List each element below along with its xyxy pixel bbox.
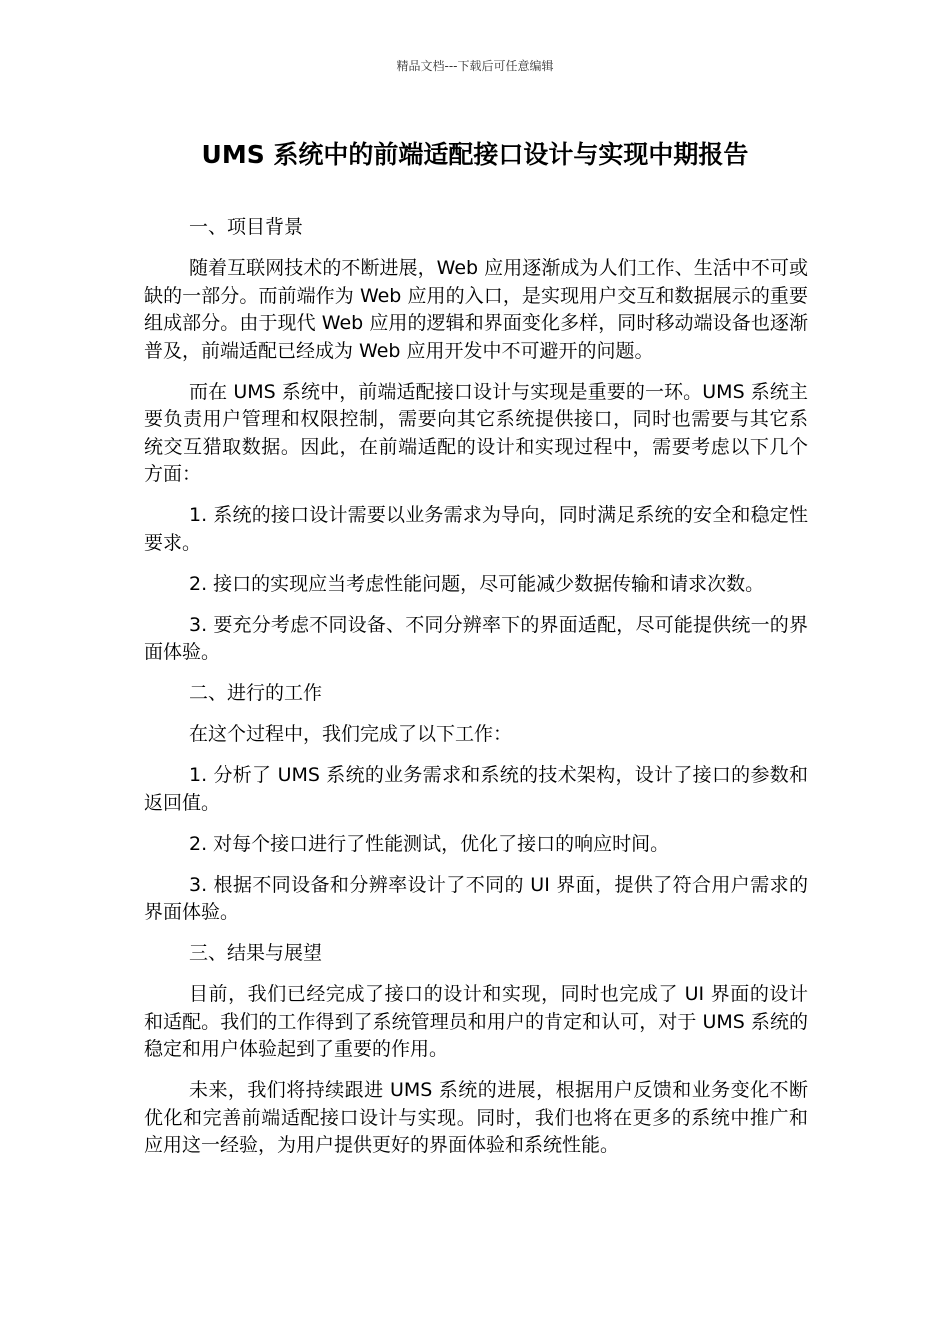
list-item: 3. 根据不同设备和分辨率设计了不同的 UI 界面，提供了符合用户需求的界面体验。	[144, 873, 808, 923]
paragraph: 随着互联网技术的不断进展，Web 应用逐渐成为人们工作、生活中不可或缺的一部分。而前端作为 Web 应用的入口，是实现用户交互和数据展示的重要组成部分。由于现代 Web 应用的逻辑和界面变化多样，同时移动端设备也逐渐普及，前端适配已经成为 Web 应用开发中不可避开的问题。	[144, 257, 808, 362]
paragraph: 在这个过程中，我们完成了以下工作：	[189, 723, 513, 745]
paragraph: 而在 UMS 系统中，前端适配接口设计与实现是重要的一环。UMS 系统主要负责用户管理和权限控制，需要向其它系统提供接口，同时也需要与其它系统交互猎取数据。因此，在前端适配的设计和实现过程中，需要考虑以下几个方面：	[144, 380, 808, 485]
paragraph: 未来，我们将持续跟进 UMS 系统的进展，根据用户反馈和业务变化不断优化和完善前端适配接口设计与实现。同时，我们也将在更多的系统中推广和应用这一经验，为用户提供更好的界面体验和系统性能。	[144, 1079, 808, 1156]
document-body	[144, 214, 808, 1173]
section-heading-results: 三、结果与展望	[189, 942, 323, 964]
section-heading-background: 一、项目背景	[189, 216, 304, 238]
list-item: 1. 系统的接口设计需要以业务需求为导向，同时满足系统的安全和稳定性要求。	[144, 504, 808, 554]
header-watermark: 精品文档---下载后可任意编辑	[396, 59, 554, 73]
document-title: UMS 系统中的前端适配接口设计与实现中期报告	[201, 140, 749, 169]
list-item: 3. 要充分考虑不同设备、不同分辨率下的界面适配，尽可能提供统一的界面体验。	[144, 613, 808, 663]
list-item: 1. 分析了 UMS 系统的业务需求和系统的技术架构，设计了接口的参数和返回值。	[144, 764, 808, 814]
section-heading-work: 二、进行的工作	[189, 682, 323, 704]
list-item: 2. 接口的实现应当考虑性能问题，尽可能减少数据传输和请求次数。	[189, 572, 765, 595]
paragraph: 目前，我们已经完成了接口的设计和实现，同时也完成了 UI 界面的设计和适配。我们的工作得到了系统管理员和用户的肯定和认可，对于 UMS 系统的稳定和用户体验起到了重要的作用。	[144, 983, 808, 1060]
list-item: 2. 对每个接口进行了性能测试，优化了接口的响应时间。	[189, 832, 670, 855]
